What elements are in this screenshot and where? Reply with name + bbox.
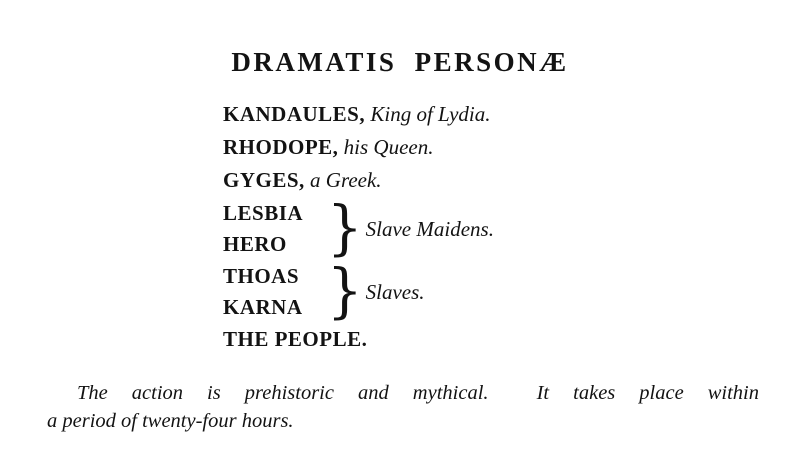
cast-group <box>223 194 494 263</box>
cast-entry-name: HERO <box>223 232 287 256</box>
cast-group-names <box>223 198 327 260</box>
cast-entry <box>223 131 494 164</box>
cast-entry-role: his Queen. <box>343 135 434 159</box>
cast-entry-name: LESBIA <box>223 201 304 225</box>
cast-entry-name: THOAS <box>223 264 300 288</box>
brace-icon: } <box>327 194 363 263</box>
note-line: a period of twenty-four hours. <box>47 410 294 432</box>
stage-note <box>47 379 759 435</box>
cast-list <box>223 98 494 356</box>
cast-entry <box>223 164 494 197</box>
cast-entry-role: a Greek. <box>310 168 382 192</box>
note-line: The action is prehistoric and mythical. It takes place within <box>77 382 759 404</box>
cast-entry-role: King of Lydia. <box>370 102 491 126</box>
cast-entry <box>223 323 494 356</box>
page-title: DRAMATIS PERSONÆ <box>231 47 569 77</box>
group-role-label: Slaves. <box>365 279 425 304</box>
brace-icon: } <box>327 257 363 326</box>
cast-group-names <box>223 261 327 323</box>
cast-entry-name: RHODOPE, <box>223 135 339 159</box>
cast-entry-name: THE PEOPLE. <box>223 327 368 351</box>
cast-entry-name: GYGES, <box>223 168 305 192</box>
cast-entry-name: KARNA <box>223 295 303 319</box>
cast-entry <box>223 98 494 131</box>
cast-entry-name: KANDAULES, <box>223 102 366 126</box>
cast-group <box>223 257 494 326</box>
group-role-label: Slave Maidens. <box>365 216 494 241</box>
